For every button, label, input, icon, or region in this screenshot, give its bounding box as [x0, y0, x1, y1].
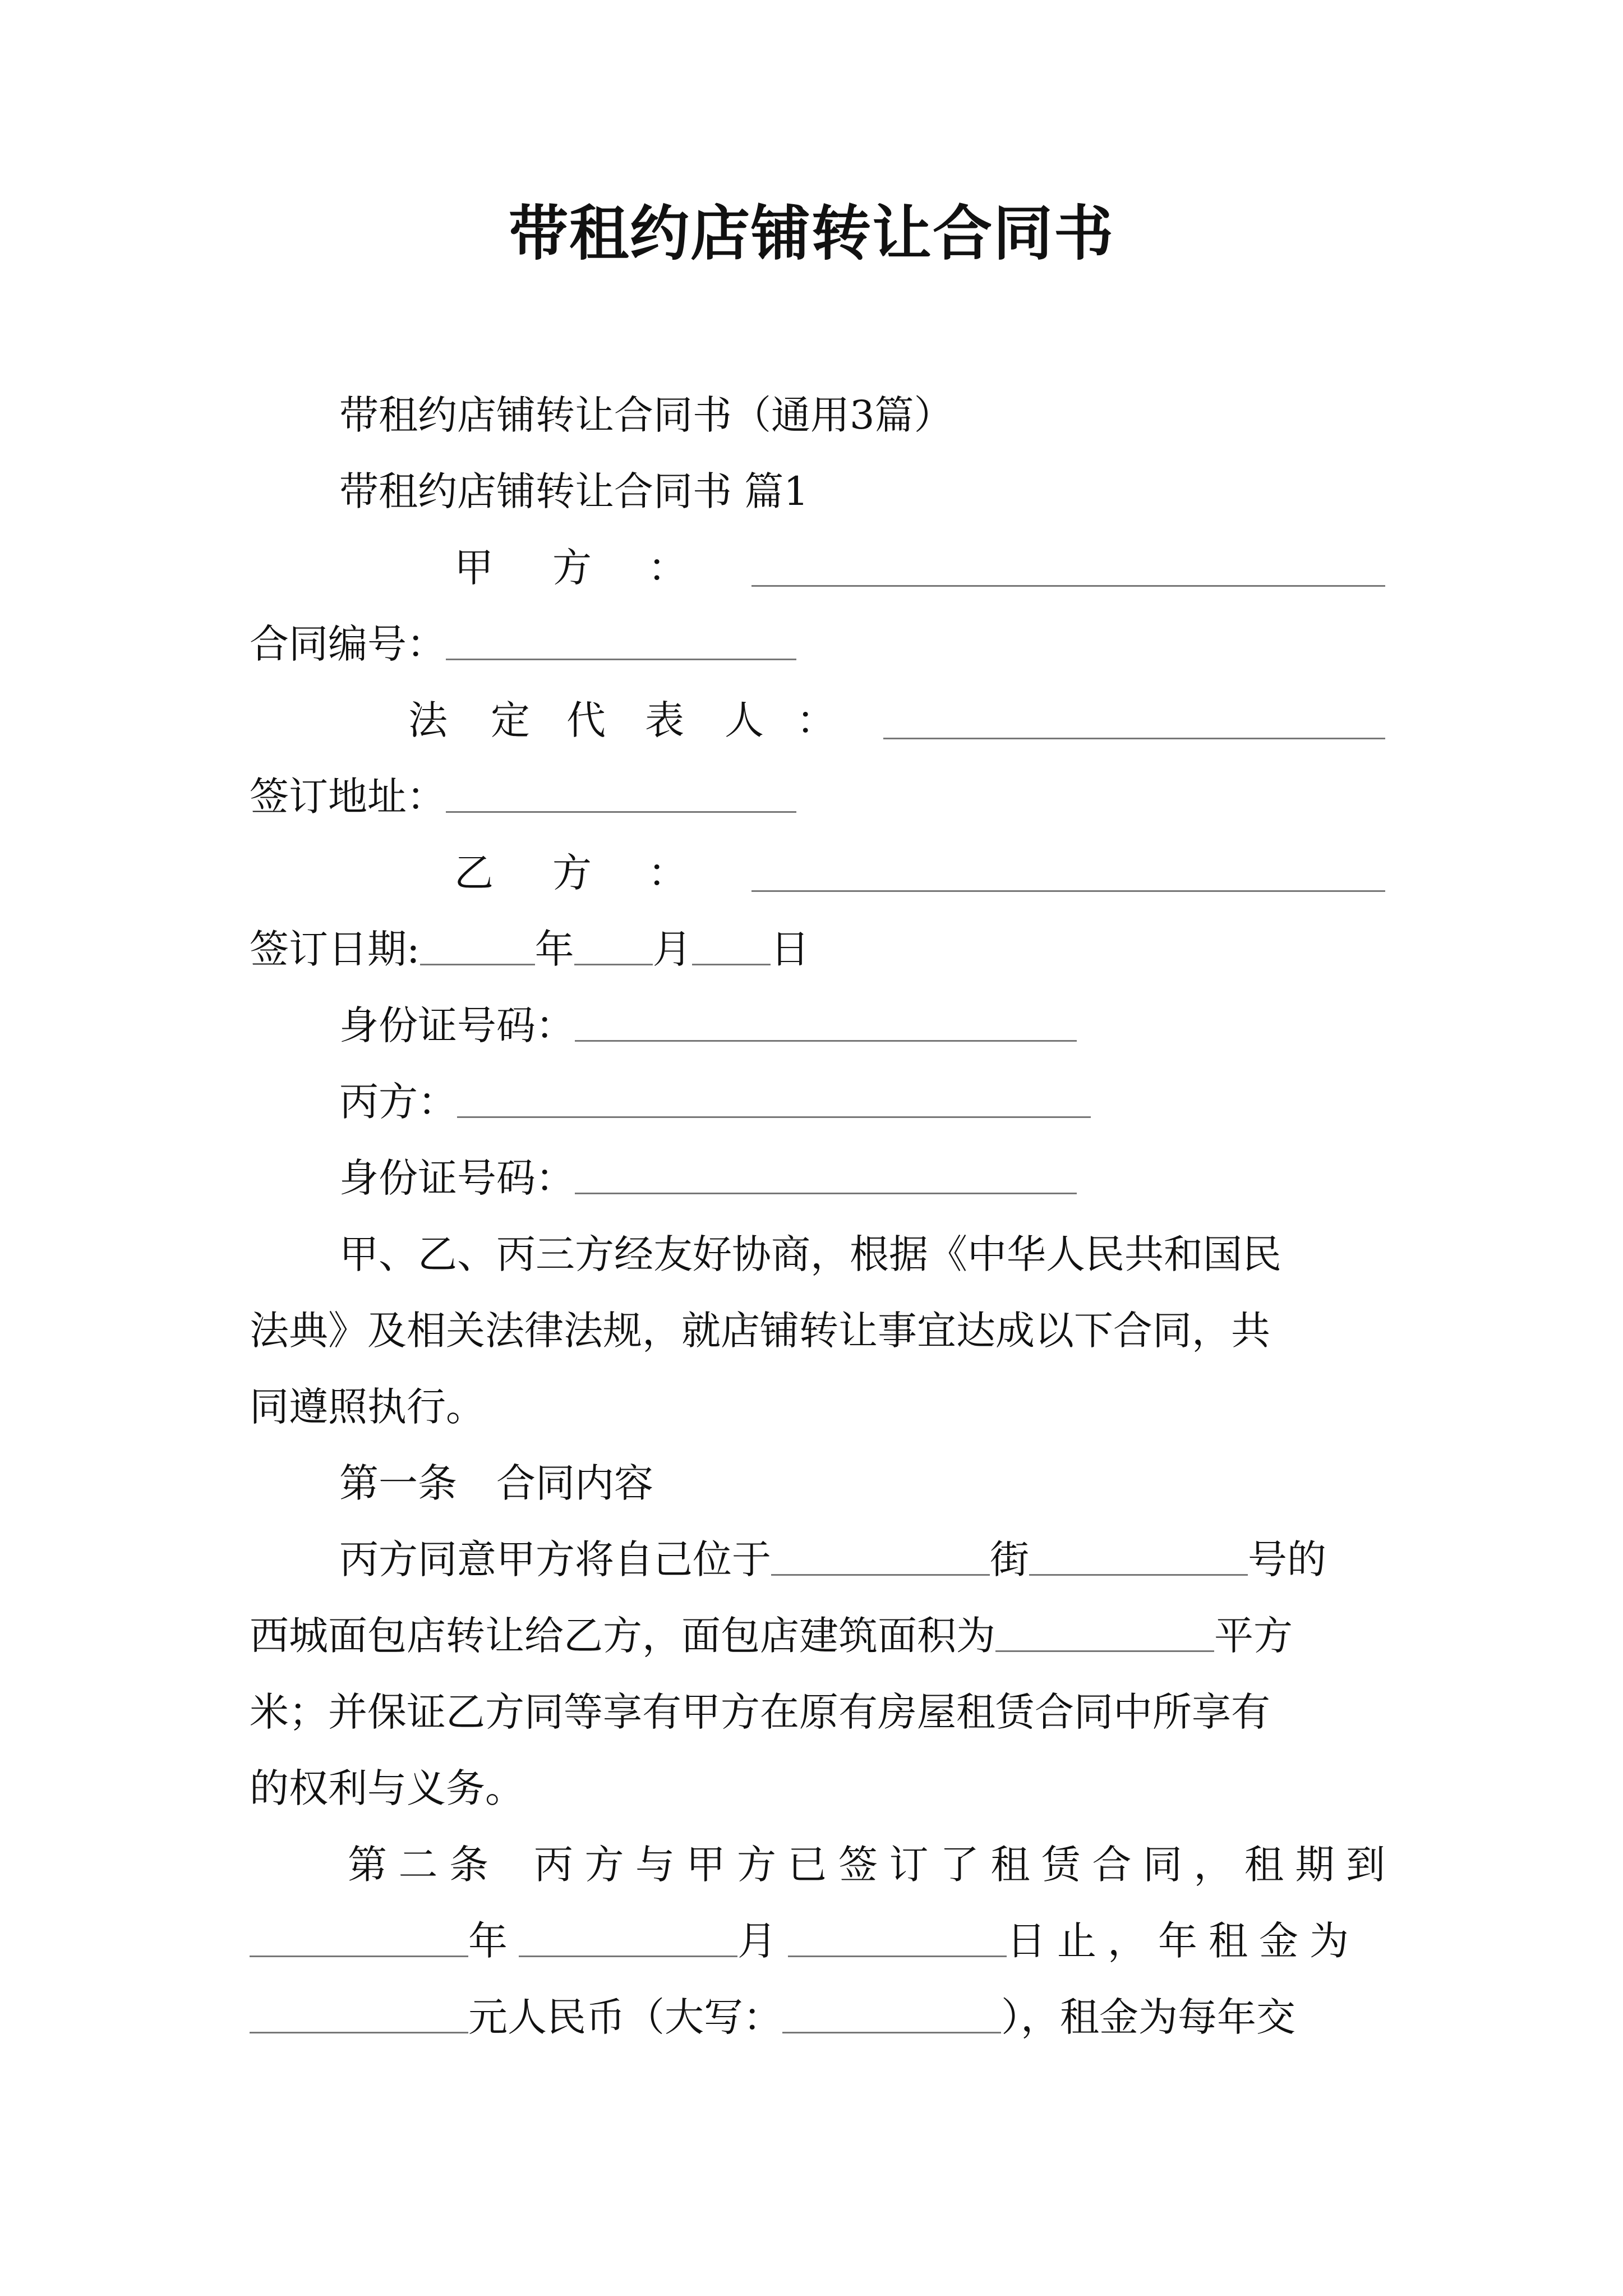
- id-number-label: 身份证号码：: [339, 1155, 575, 1201]
- article-1-text: 西城面包店转让给乙方，面包店建筑面积为: [250, 1613, 995, 1659]
- legal-rep-char: 法: [408, 697, 448, 743]
- article-1-text: 丙方同意甲方将自己位于: [339, 1536, 771, 1582]
- party-c-label: 丙方：: [339, 1079, 457, 1125]
- legal-rep-blank[interactable]: [883, 738, 1385, 739]
- article-1-line: 米；并保证乙方同等享有甲方在原有房屋租赁合同中所享有: [250, 1689, 1270, 1735]
- article-1-line: [339, 1531, 1326, 1588]
- article-2-char: 丙: [534, 1842, 573, 1888]
- day-label: 日: [770, 926, 810, 972]
- article-1-line: [250, 1608, 1293, 1664]
- year-label: 年: [468, 1918, 508, 1964]
- article-2-char: 签: [838, 1842, 878, 1888]
- sign-year-blank[interactable]: [420, 921, 535, 965]
- sign-date-label: 签订日期:: [250, 926, 420, 972]
- party-c-blank[interactable]: [457, 1074, 1091, 1118]
- lease-year-blank[interactable]: [250, 1913, 468, 1957]
- party-b-label: [0, 845, 1623, 901]
- id-number-row: [339, 1150, 1077, 1206]
- party-b-char: ：: [648, 850, 687, 896]
- street-label: 街: [990, 1536, 1029, 1582]
- rent-text: 日止，年租金为: [1007, 1918, 1360, 1964]
- rent-currency-text: 元人民币（大写：: [468, 1994, 782, 2040]
- document-title: 带租约店铺转让合同书: [509, 199, 1114, 268]
- article-2-line: [250, 1989, 1295, 2045]
- area-blank[interactable]: [995, 1608, 1214, 1652]
- legal-rep-char: 人: [725, 697, 764, 743]
- id-number-blank[interactable]: [575, 1150, 1077, 1194]
- month-label: 月: [737, 1918, 777, 1964]
- party-b-char: 方: [552, 850, 592, 896]
- party-c-row: [339, 1074, 1091, 1130]
- contract-number-label: 合同编号：: [250, 621, 446, 667]
- rent-uppercase-blank[interactable]: [782, 1989, 1001, 2033]
- id-number-label: 身份证号码：: [339, 1002, 575, 1048]
- year-label: 年: [534, 926, 574, 972]
- sign-place-blank[interactable]: [446, 769, 796, 813]
- intro-line: 法典》及相关法律法规，就店铺转让事宜达成以下合同，共: [250, 1308, 1270, 1354]
- article-2-char: 条: [449, 1842, 488, 1888]
- legal-rep-char: ：: [796, 697, 836, 743]
- subtitle: 带租约店铺转让合同书（通用3篇）: [339, 392, 953, 438]
- sign-month-blank[interactable]: [574, 921, 653, 965]
- party-b-char: 乙: [454, 850, 494, 896]
- rent-amount-blank[interactable]: [250, 1989, 468, 2033]
- rent-payment-text: ），租金为每年交: [1001, 1994, 1295, 2040]
- legal-rep-label: [0, 692, 1623, 748]
- sign-place-label: 签订地址：: [250, 774, 446, 820]
- party-a-blank[interactable]: [751, 585, 1385, 587]
- article-2-char: 租: [1244, 1842, 1284, 1888]
- article-2-char: 已: [787, 1842, 827, 1888]
- article-2-char: 同: [1143, 1842, 1182, 1888]
- article-2-char: 二: [398, 1842, 438, 1888]
- legal-rep-char: 定: [491, 697, 530, 743]
- article-2-char: 期: [1295, 1842, 1335, 1888]
- legal-rep-char: 代: [566, 697, 606, 743]
- id-number-row: [339, 997, 1077, 1053]
- lease-day-blank[interactable]: [788, 1913, 1007, 1957]
- article-2-char: 赁: [1041, 1842, 1081, 1888]
- section-heading: 带租约店铺转让合同书 篇1: [339, 468, 809, 514]
- article-2-char: ，: [1193, 1842, 1233, 1888]
- intro-line: 同遵照执行。: [250, 1384, 485, 1430]
- sign-date-row: [250, 921, 810, 977]
- lease-month-blank[interactable]: [519, 1913, 737, 1957]
- article-2-line: [250, 1913, 1360, 1969]
- article-2-char: 方: [584, 1842, 624, 1888]
- article-2-char: 到: [1346, 1842, 1385, 1888]
- article-2-char: 了: [940, 1842, 979, 1888]
- article-1-line: 的权利与义务。: [250, 1765, 524, 1811]
- article-2-char: 与: [635, 1842, 675, 1888]
- party-a-char: 甲: [454, 545, 494, 591]
- sign-place-row: [250, 769, 796, 825]
- street-blank[interactable]: [771, 1531, 990, 1576]
- id-number-blank[interactable]: [575, 997, 1077, 1042]
- article-2-char: 订: [889, 1842, 929, 1888]
- contract-number-row: [250, 616, 796, 672]
- article-2-line: [348, 1837, 1385, 1893]
- party-a-char: ：: [648, 545, 687, 591]
- legal-rep-char: 表: [645, 697, 684, 743]
- contract-number-blank[interactable]: [446, 616, 796, 660]
- article-1-title: 第一条 合同内容: [339, 1460, 653, 1506]
- number-label: 号的: [1248, 1536, 1326, 1582]
- intro-line: 甲、乙、丙三方经友好协商，根据《中华人民共和国民: [339, 1231, 1281, 1277]
- number-blank[interactable]: [1029, 1531, 1248, 1576]
- article-2-char: 甲: [686, 1842, 726, 1888]
- party-a-char: 方: [552, 545, 592, 591]
- sign-day-blank[interactable]: [692, 921, 771, 965]
- area-unit-label: 平方: [1214, 1613, 1293, 1659]
- article-2-char: 合: [1092, 1842, 1132, 1888]
- party-a-label: [0, 540, 1623, 596]
- party-b-blank[interactable]: [751, 890, 1385, 892]
- article-2-char: 方: [737, 1842, 776, 1888]
- article-2-char: 租: [990, 1842, 1030, 1888]
- month-label: 月: [652, 926, 692, 972]
- article-2-char: 第: [348, 1842, 387, 1888]
